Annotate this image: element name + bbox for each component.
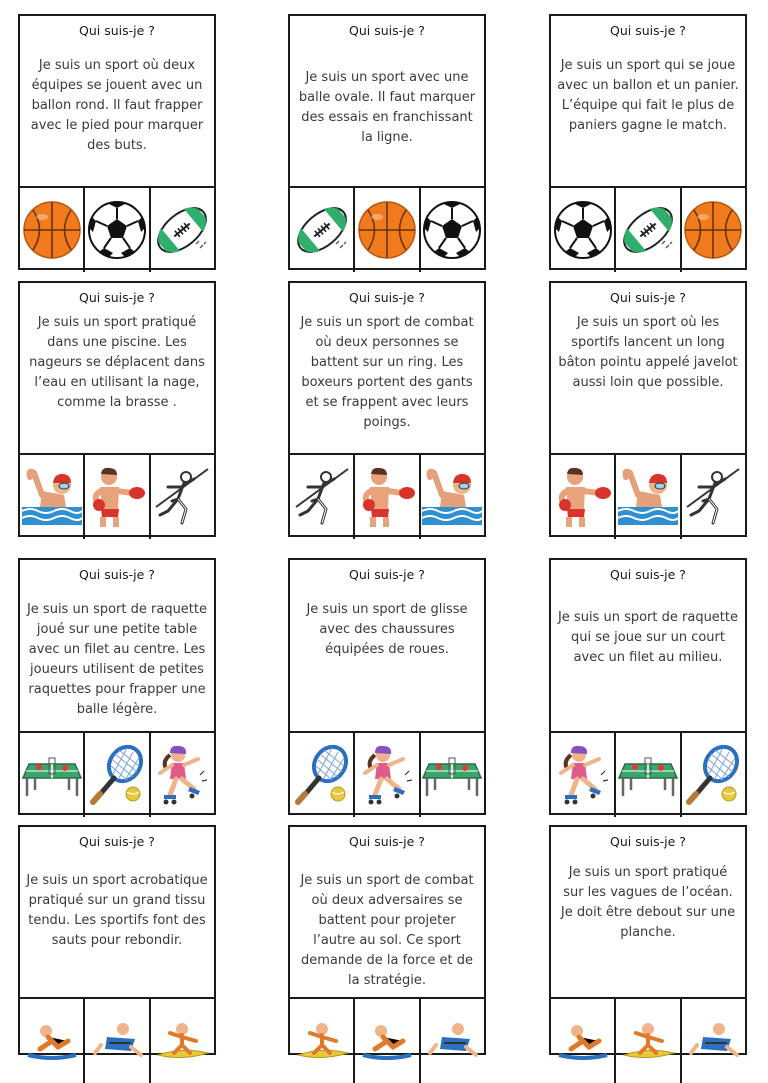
boxer-icon xyxy=(357,465,417,529)
riddle-text: Je suis un sport avec une balle ovale. Il faut marquer des essais en franchissant la ligne. xyxy=(298,70,476,145)
soccer-ball-icon xyxy=(87,200,147,260)
boxer-icon xyxy=(87,465,147,529)
card-title: Qui suis-je ? xyxy=(610,567,686,582)
riddle-text: Je suis un sport acrobatique pratiqué sur un grand tissu tendu. Les sportifs font des sauts pour rebondir. xyxy=(26,873,208,948)
riddle-text: Je suis un sport qui se joue avec un ballon et un panier. L’équipe qui fait le plus de paniers gagne le match. xyxy=(557,58,739,133)
riddle-text: Je suis un sport de combat où deux personnes se battent sur un ring. Les boxeurs portent des gants et se frappent avec leurs poings. xyxy=(300,315,474,430)
boxer-icon xyxy=(553,465,613,529)
answer-option-3[interactable] xyxy=(680,188,745,272)
soccer-ball-icon xyxy=(422,200,482,260)
ping-pong-table-icon xyxy=(617,750,679,800)
answer-option-1[interactable] xyxy=(551,455,614,539)
card-title: Qui suis-je ? xyxy=(349,290,425,305)
rugby-ball-icon xyxy=(292,200,352,260)
answer-options xyxy=(20,186,214,272)
card-text-area xyxy=(551,16,745,136)
answer-options xyxy=(290,997,484,1083)
answer-options xyxy=(551,186,745,272)
card-title: Qui suis-je ? xyxy=(349,567,425,582)
riddle-text: Je suis un sport où les sportifs lancent un long bâton pointu appelé javelot aussi loin que possible. xyxy=(558,315,738,390)
card-text-area xyxy=(20,283,214,413)
answer-option-2[interactable] xyxy=(353,999,418,1083)
answer-option-2[interactable] xyxy=(614,999,679,1083)
card-text-area xyxy=(20,560,214,720)
soccer-ball-icon xyxy=(553,200,613,260)
answer-option-2[interactable] xyxy=(353,455,418,539)
answer-option-1[interactable] xyxy=(290,188,353,272)
ping-pong-table-icon xyxy=(21,750,83,800)
riddle-text: Je suis un sport où deux équipes se jouent avec un ballon rond. Il faut frapper avec le pied pour marquer des buts. xyxy=(30,58,204,153)
judo-icon xyxy=(87,1021,147,1061)
riddle-card-3 xyxy=(549,14,747,270)
answer-option-2[interactable] xyxy=(83,999,148,1083)
riddle-text: Je suis un sport pratiqué dans une piscine. Les nageurs se déplacent dans l’eau en utilisant la nage, comme la brasse . xyxy=(29,315,205,410)
answer-option-3[interactable] xyxy=(149,455,214,539)
riddle-card-8 xyxy=(288,558,486,815)
card-text-area xyxy=(290,283,484,433)
answer-options xyxy=(290,186,484,272)
answer-options xyxy=(20,453,214,539)
card-text-area xyxy=(551,827,745,943)
answer-options xyxy=(20,731,214,817)
riddle-text: Je suis un sport de raquette joué sur une petite table avec un filet au centre. Les joueurs utilisent de petites raquettes pour frapper une balle légère. xyxy=(26,602,208,717)
answer-options xyxy=(290,453,484,539)
riddle-card-7 xyxy=(18,558,216,815)
card-title: Qui suis-je ? xyxy=(610,290,686,305)
answer-options xyxy=(551,731,745,817)
surfer-icon xyxy=(152,1021,212,1061)
answer-option-3[interactable] xyxy=(149,733,214,817)
roller-skater-icon xyxy=(553,743,613,807)
answer-option-2[interactable] xyxy=(83,733,148,817)
tennis-racket-icon xyxy=(87,744,147,806)
answer-option-1[interactable] xyxy=(551,733,614,817)
rugby-ball-icon xyxy=(618,200,678,260)
card-title: Qui suis-je ? xyxy=(79,567,155,582)
swimmer-icon xyxy=(420,467,484,527)
javelin-thrower-icon xyxy=(290,465,353,529)
judo-icon xyxy=(683,1021,743,1061)
card-text-area xyxy=(551,560,745,668)
answer-option-1[interactable] xyxy=(551,999,614,1083)
tennis-racket-icon xyxy=(292,744,352,806)
tennis-racket-icon xyxy=(683,744,743,806)
swimmer-icon xyxy=(20,467,83,527)
roller-skater-icon xyxy=(357,743,417,807)
answer-option-3[interactable] xyxy=(149,188,214,272)
ping-pong-table-icon xyxy=(421,750,483,800)
riddle-card-5 xyxy=(288,281,486,537)
card-text-area xyxy=(290,827,484,991)
card-title: Qui suis-je ? xyxy=(610,834,686,849)
riddle-card-11 xyxy=(288,825,486,1055)
riddle-text: Je suis un sport de raquette qui se joue sur un court avec un filet au milieu. xyxy=(557,610,739,665)
trampoline-icon xyxy=(553,1021,613,1061)
swimmer-icon xyxy=(616,467,680,527)
card-title: Qui suis-je ? xyxy=(79,23,155,38)
basketball-icon xyxy=(357,200,417,260)
answer-option-1[interactable] xyxy=(20,455,83,539)
riddle-card-1 xyxy=(18,14,216,270)
card-title: Qui suis-je ? xyxy=(79,834,155,849)
card-text-area xyxy=(290,560,484,660)
answer-option-3[interactable] xyxy=(680,999,745,1083)
riddle-text: Je suis un sport de combat où deux adversaires se battent pour projeter l’autre au sol. Ce sport demande de la force et de la stratégie. xyxy=(300,873,474,988)
riddle-card-9 xyxy=(549,558,747,815)
answer-options xyxy=(551,997,745,1083)
answer-option-3[interactable] xyxy=(149,999,214,1083)
card-title: Qui suis-je ? xyxy=(610,23,686,38)
answer-option-2[interactable] xyxy=(614,455,679,539)
javelin-thrower-icon xyxy=(681,465,745,529)
riddle-card-2 xyxy=(288,14,486,270)
basketball-icon xyxy=(683,200,743,260)
card-text-area xyxy=(20,827,214,951)
judo-icon xyxy=(422,1021,482,1061)
answer-option-1[interactable] xyxy=(20,999,83,1083)
answer-option-2[interactable] xyxy=(83,188,148,272)
answer-option-3[interactable] xyxy=(680,733,745,817)
answer-options xyxy=(20,997,214,1083)
answer-option-1[interactable] xyxy=(551,188,614,272)
riddle-card-4 xyxy=(18,281,216,537)
surfer-icon xyxy=(292,1021,352,1061)
trampoline-icon xyxy=(22,1021,82,1061)
answer-option-3[interactable] xyxy=(419,999,484,1083)
answer-option-1[interactable] xyxy=(20,733,83,817)
riddle-card-6 xyxy=(549,281,747,537)
riddle-text: Je suis un sport pratiqué sur les vagues de l’océan. Je doit être debout sur une planche. xyxy=(560,865,736,940)
card-text-area xyxy=(551,283,745,393)
answer-option-2[interactable] xyxy=(353,188,418,272)
answer-options xyxy=(290,731,484,817)
javelin-thrower-icon xyxy=(150,465,214,529)
card-text-area xyxy=(20,16,214,156)
answer-option-3[interactable] xyxy=(419,455,484,539)
answer-option-1[interactable] xyxy=(290,733,353,817)
rugby-ball-icon xyxy=(152,200,212,260)
card-title: Qui suis-je ? xyxy=(349,23,425,38)
trampoline-icon xyxy=(357,1021,417,1061)
card-text-area xyxy=(290,16,484,148)
answer-option-1[interactable] xyxy=(290,999,353,1083)
answer-option-3[interactable] xyxy=(419,733,484,817)
answer-option-2[interactable] xyxy=(614,188,679,272)
surfer-icon xyxy=(618,1021,678,1061)
answer-option-1[interactable] xyxy=(20,188,83,272)
answer-option-2[interactable] xyxy=(353,733,418,817)
card-title: Qui suis-je ? xyxy=(349,834,425,849)
answer-option-3[interactable] xyxy=(680,455,745,539)
answer-option-2[interactable] xyxy=(83,455,148,539)
riddle-card-12 xyxy=(549,825,747,1055)
answer-option-1[interactable] xyxy=(290,455,353,539)
card-title: Qui suis-je ? xyxy=(79,290,155,305)
roller-skater-icon xyxy=(152,743,212,807)
answer-option-3[interactable] xyxy=(419,188,484,272)
answer-option-2[interactable] xyxy=(614,733,679,817)
answer-options xyxy=(551,453,745,539)
riddle-text: Je suis un sport de glisse avec des chaussures équipées de roues. xyxy=(306,602,468,657)
basketball-icon xyxy=(22,200,82,260)
riddle-card-10 xyxy=(18,825,216,1055)
